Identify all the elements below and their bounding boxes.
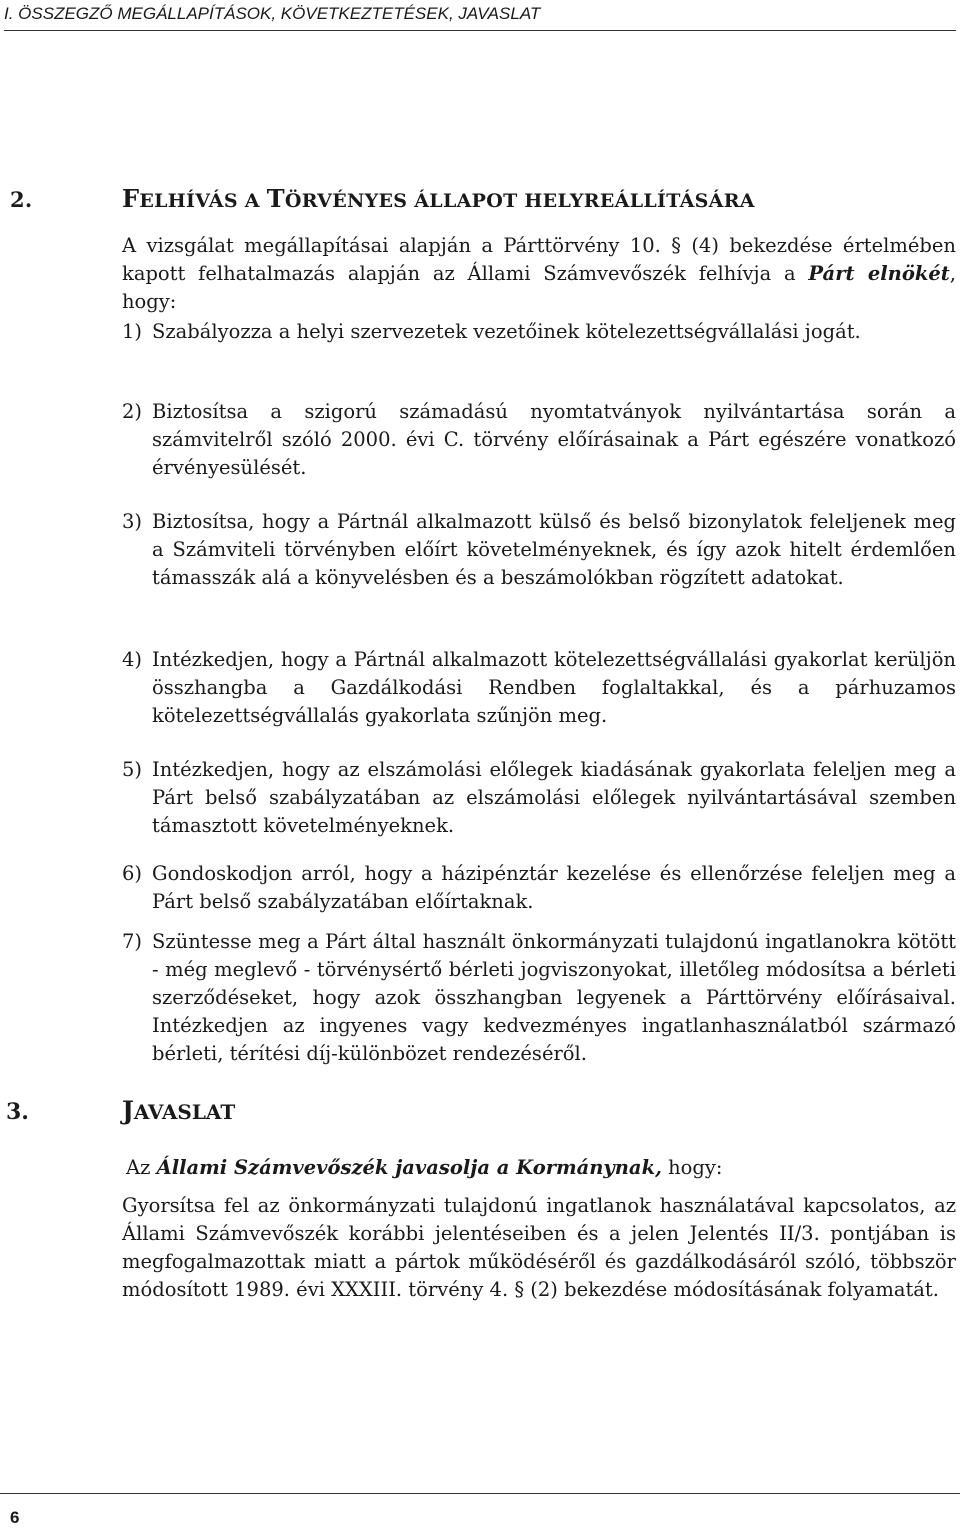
list-item-text: Szüntesse meg a Párt által használt önkormányzati tulajdonú ingatlanokra kötött - még meglevő - törvénysértő bérleti jogviszonyokat, illetőleg módosítsa a bérleti szerződéseket, hogy azok összhangban legyenek a Párttörvény előírásaival. Intézkedjen az ingyenes vagy kedvezményes ingatlanhasználatból származó bérleti, térítési díj-különbözet rendezéséről. — [152, 930, 956, 1065]
section-2-title-initial-2: T — [266, 184, 285, 213]
list-item-text: Intézkedjen, hogy a Pártnál alkalmazott kötelezettségvállalási gyakorlat kerüljön összhangba a Gazdálkodási Rendben foglaltakkal, és a párhuzamos kötelezettségvállalás gyakorlata szűnjön meg. — [152, 648, 956, 727]
section-2-intro — [122, 232, 956, 316]
section-3-intro-emph: Állami Számvevőszék javasolja a Kormánynak, — [156, 1156, 662, 1179]
list-item-number: 1) — [122, 320, 143, 343]
list-item — [122, 318, 956, 346]
section-2-intro-after: , hogy: — [122, 262, 956, 313]
section-3-intro — [126, 1154, 960, 1182]
list-item-number: 6) — [122, 862, 143, 885]
section-3-intro-before: Az — [126, 1156, 157, 1179]
list-item — [122, 928, 956, 1068]
section-3-body: Gyorsítsa fel az önkormányzati tulajdonú ingatlanok használatával kapcsolatos, az Állami Számvevőszék korábbi jelentéseiben és a jelen Jelentés II/3. pontjában is megfogalmazottak miatt a pártok működéséről és gazdálkodásáról szóló, többször módosított 1989. évi XXXIII. törvény 4. § (2) bekezdése módosításának folyamatát. — [122, 1194, 956, 1301]
list-item-number: 3) — [122, 510, 143, 533]
section-3-intro-after: hogy: — [661, 1156, 723, 1179]
list-item — [122, 398, 956, 482]
page-number: 6 — [10, 1508, 20, 1527]
section-2-intro-before: A vizsgálat megállapításai alapján a Párttörvény 10. § (4) bekezdése értelmében kapott felhatalmazás alapján az Állami Számvevőszék felhívja a — [122, 234, 956, 285]
list-item-text: Biztosítsa a szigorú számadású nyomtatványok nyilvántartása során a számvitelről szóló 2000. évi C. törvény előírásainak a Párt egészére vonatkozó érvényesülését. — [152, 400, 956, 479]
section-3-heading — [6, 1096, 235, 1125]
list-item-text: Gondoskodjon arról, hogy a házipénztár kezelése és ellenőrzése feleljen meg a Párt belső szabályzatában előírtaknak. — [152, 862, 956, 913]
list-item-text: Biztosítsa, hogy a Pártnál alkalmazott külső és belső bizonylatok feleljenek meg a Számviteli törvényben előírt követelményeknek, és így azok hitelt érdemlően támasszák alá a könyvelésben és a beszámolókban rögzített adatokat. — [152, 510, 956, 589]
list-item — [122, 860, 956, 916]
section-2-number: 2. — [10, 187, 33, 212]
list-item-text: Intézkedjen, hogy az elszámolási előlegek kiadásának gyakorlata feleljen meg a Párt belső szabályzatában az elszámolási előlegek nyilvántartásával szemben támasztott követelményeknek. — [152, 758, 956, 837]
list-item — [122, 508, 956, 592]
section-2-title-rest-2: ÖRVÉNYES ÁLLAPOT HELYREÁLLÍTÁSÁRA — [284, 190, 755, 212]
section-3-title-rest: AVASLAT — [133, 1100, 236, 1124]
list-item-number: 4) — [122, 648, 143, 671]
running-head: I. ÖSSZEGZŐ MEGÁLLAPÍTÁSOK, KÖVETKEZTETÉSEK, JAVASLAT — [4, 4, 956, 31]
list-item-number: 2) — [122, 400, 143, 423]
section-2-heading — [10, 184, 755, 213]
section-2-title-initial-1: F — [122, 184, 140, 213]
section-2-intro-emph: Párt elnökét — [808, 262, 950, 285]
section-3-number: 3. — [6, 1099, 29, 1125]
list-item-number: 7) — [122, 930, 143, 953]
list-item-text: Szabályozza a helyi szervezetek vezetőinek kötelezettségvállalási jogát. — [152, 320, 861, 343]
section-3-title-initial: J — [122, 1096, 134, 1125]
section-2-title-rest-1: ELHÍVÁS A — [139, 190, 267, 212]
list-item — [122, 646, 956, 730]
footer-divider — [0, 1493, 960, 1494]
list-item-number: 5) — [122, 758, 143, 781]
list-item — [122, 756, 956, 840]
